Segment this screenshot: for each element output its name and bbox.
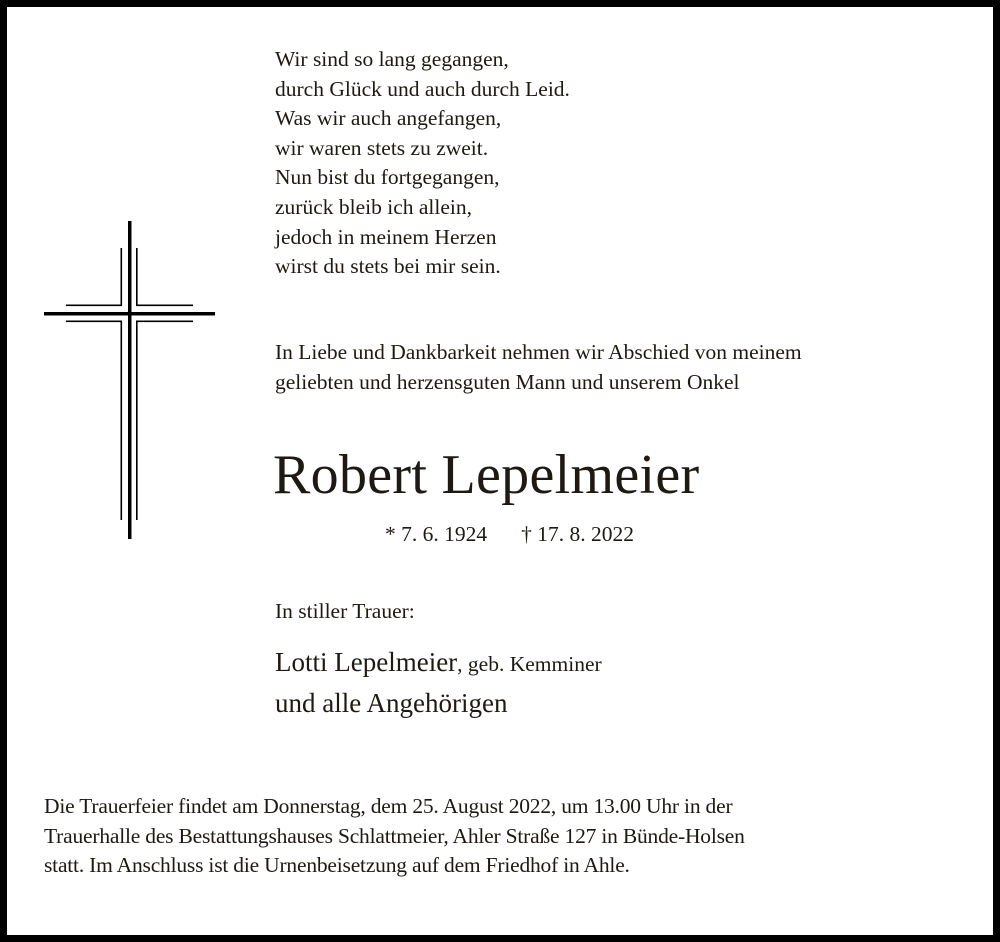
poem-line: Nun bist du fortgegangen, xyxy=(275,165,500,190)
birth-date: * 7. 6. 1924 xyxy=(385,522,488,546)
poem xyxy=(275,45,570,282)
life-dates xyxy=(385,519,634,549)
poem-line: jedoch in meinem Herzen xyxy=(275,224,497,249)
other-mourners: und alle Angehörigen xyxy=(275,688,508,718)
deceased-name: Robert Lepelmeier xyxy=(273,444,700,506)
obituary-card xyxy=(7,7,993,935)
poem-line: Was wir auch angefangen, xyxy=(275,106,502,131)
ceremony-line: statt. Im Anschluss ist die Urnenbeisetzung auf dem Friedhof in Ahle. xyxy=(44,853,630,878)
primary-mourner xyxy=(275,643,602,683)
poem-line: wir waren stets zu zweit. xyxy=(275,135,489,160)
ceremony-line: Trauerhalle des Bestattungshauses Schlattmeier, Ahler Straße 127 in Bünde-Holsen xyxy=(44,823,745,848)
poem-line: durch Glück und auch durch Leid. xyxy=(275,76,570,101)
poem-line: zurück bleib ich allein, xyxy=(275,194,473,219)
intro-line: geliebten und herzensguten Mann und unserem Onkel xyxy=(275,369,740,394)
ceremony-info xyxy=(44,792,745,881)
farewell-intro xyxy=(275,338,802,397)
poem-line: wirst du stets bei mir sein. xyxy=(275,254,501,279)
ceremony-line: Die Trauerfeier findet am Donnerstag, dem 25. August 2022, um 13.00 Uhr in der xyxy=(44,794,733,818)
death-date: † 17. 8. 2022 xyxy=(521,522,634,546)
mourner-name: Lotti Lepelmeier xyxy=(275,647,458,677)
intro-line: In Liebe und Dankbarkeit nehmen wir Abschied von meinem xyxy=(275,340,802,364)
mourner-maiden-name: , geb. Kemminer xyxy=(457,652,602,676)
poem-line: Wir sind so lang gegangen, xyxy=(275,47,509,71)
mourners-label: In stiller Trauer: xyxy=(275,599,415,623)
